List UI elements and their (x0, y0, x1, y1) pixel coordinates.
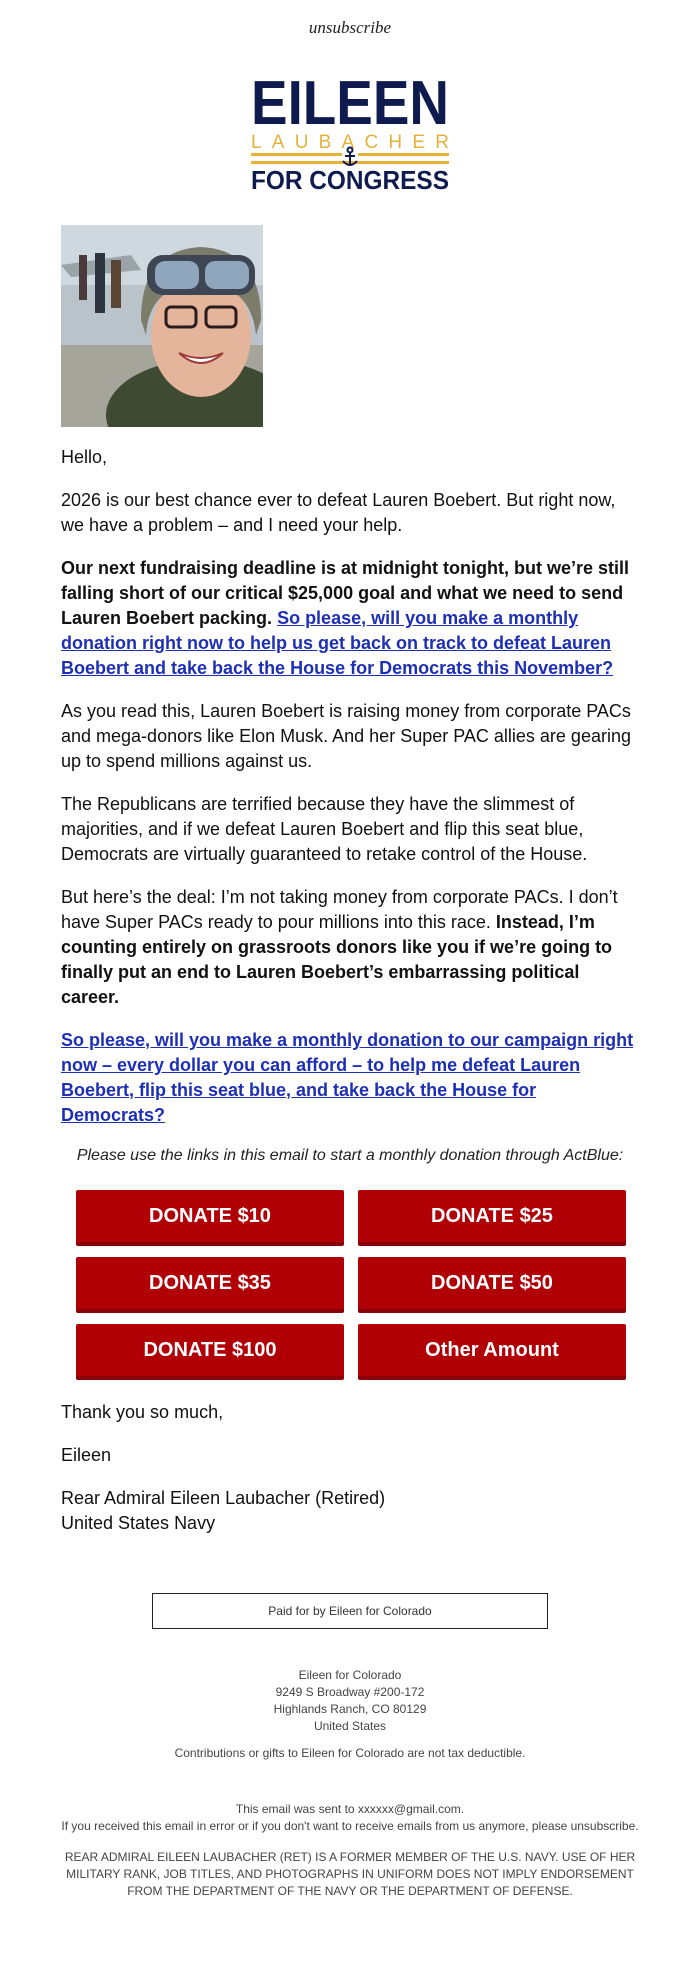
address-line: Highlands Ranch, CO 80129 (273, 1702, 427, 1716)
address-line: United States (313, 1719, 387, 1733)
paragraph-5-bold: Instead, I’m counting entirely on grassroots donors like you if we’re going to finally put an end to Lauren Boebert’s embarrassing political career. (61, 912, 613, 1007)
paragraph-2-bold: Our next fundraising deadline is at midnight tonight, but we’re still falling short of our critical $25,000 goal and what we need to send Lauren Boebert packing. (61, 558, 630, 628)
donate-prompt: Please use the links in this email to start a monthly donation through ActBlue: (76, 1147, 624, 1164)
sent-to-note: This email was sent to xxxxxx@gmail.com. (235, 1802, 465, 1816)
paragraph-1: 2026 is our best chance ever to defeat Lauren Boebert. But right now, we have a problem – and I need your help. (61, 490, 616, 535)
donate-50-button[interactable]: DONATE $50 (358, 1257, 626, 1313)
paragraph-6 (61, 1028, 639, 1128)
email-body (61, 445, 639, 1146)
donation-link-1[interactable]: So please, will you make a monthly donation right now to help us get back on track to defeat Lauren Boebert and take back the House for Democrats this November? (61, 608, 614, 678)
paragraph-2 (61, 556, 639, 681)
paragraph-4: The Republicans are terrified because they have the slimmest of majorities, and if we defeat Lauren Boebert and flip this seat blue, Democrats are virtually guaranteed to retake control of the House. (61, 794, 588, 864)
address-line: Eileen for Colorado (298, 1668, 402, 1682)
paid-for-box: Paid for by Eileen for Colorado (152, 1593, 548, 1629)
closing: Thank you so much, (61, 1402, 224, 1422)
donation-link-2[interactable]: So please, will you make a monthly donation to our campaign right now – every dollar you can afford – to help me defeat Lauren Boebert, flip this seat blue, and take back the House for Democrats? (61, 1030, 634, 1125)
donate-35-button[interactable]: DONATE $35 (76, 1257, 344, 1313)
donate-100-button[interactable]: DONATE $100 (76, 1324, 344, 1380)
donate-other-button[interactable]: Other Amount (358, 1324, 626, 1380)
donate-10-button[interactable]: DONATE $10 (76, 1190, 344, 1246)
logo-name: EILEEN (251, 70, 449, 138)
donate-25-button[interactable]: DONATE $25 (358, 1190, 626, 1246)
unsubscribe-note[interactable]: If you received this email in error or if you don't want to receive emails from us anymore, please unsubscribe. (61, 1819, 639, 1833)
greeting: Hello, (61, 447, 108, 467)
tax-note: Contributions or gifts to Eileen for Colorado are not tax deductible. (174, 1746, 526, 1760)
unsubscribe-link[interactable]: unsubscribe (308, 18, 392, 37)
address-line: 9249 S Broadway #200-172 (275, 1685, 425, 1699)
paragraph-5 (61, 885, 639, 1010)
signer-title-2: United States Navy (61, 1513, 216, 1533)
candidate-photo (61, 225, 263, 427)
mailing-address (0, 1667, 700, 1735)
paragraph-5-plain: But here’s the deal: I’m not taking money from corporate PACs. I don’t have Super PACs ready to pour millions into this race. (61, 887, 618, 932)
logo-for-congress: FOR CONGRESS (251, 165, 449, 192)
signer-title-1: Rear Admiral Eileen Laubacher (Retired) (61, 1488, 386, 1508)
logo-surname: LAUBACHER (251, 132, 449, 153)
paragraph-3: As you read this, Lauren Boebert is raising money from corporate PACs and mega-donors like Elon Musk. And her Super PAC allies are gearing up to spend millions against us. (61, 701, 631, 771)
campaign-logo (0, 70, 700, 192)
signature: Eileen (61, 1445, 112, 1465)
military-disclaimer: REAR ADMIRAL EILEEN LAUBACHER (RET) IS A FORMER MEMBER OF THE U.S. NAVY. USE OF HER MILITARY RANK, JOB TITLES, AND PHOTOGRAPHS IN UNIFORM DOES NOT IMPLY ENDORSEMENT FROM THE DEPARTMENT OF THE NAVY OR THE DEPARTMENT OF DEFENSE. (64, 1850, 636, 1898)
